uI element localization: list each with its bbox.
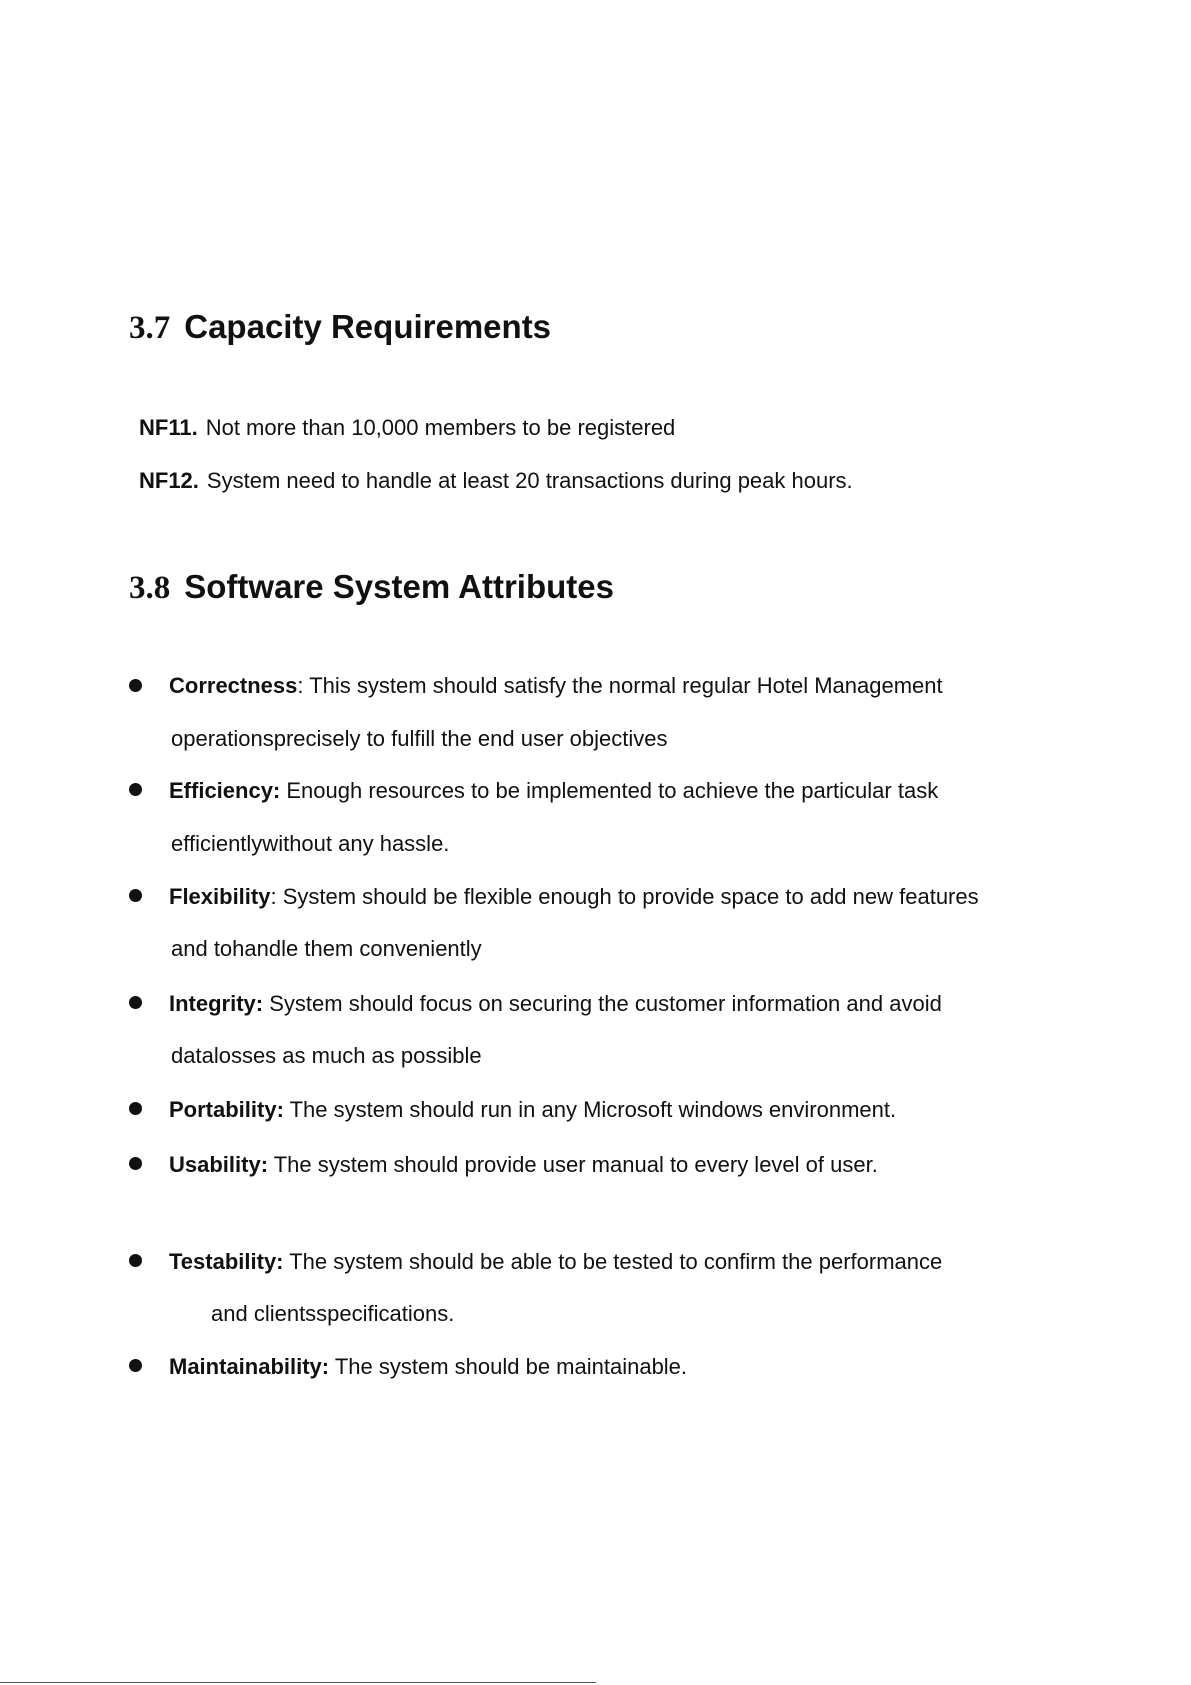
section-title: Software System Attributes — [184, 568, 614, 605]
section-number: 3.7 — [129, 310, 171, 346]
section-number: 3.8 — [129, 570, 171, 606]
section-heading-capacity — [129, 308, 551, 347]
attribute-text: The system should provide user manual to every level of user. — [268, 1152, 878, 1177]
bullet-icon — [129, 996, 142, 1009]
section-title: Capacity Requirements — [184, 308, 552, 345]
attribute-maintainability — [169, 1354, 687, 1380]
attribute-usability — [169, 1152, 878, 1178]
attribute-flexibility-cont: and tohandle them conveniently — [171, 936, 482, 961]
attribute-term: Portability: — [169, 1097, 284, 1122]
attribute-portability — [169, 1097, 896, 1123]
attribute-text: The system should be maintainable. — [329, 1354, 688, 1379]
attribute-correctness-cont: operationsprecisely to fulfill the end user objectives — [171, 726, 668, 751]
attribute-term: Usability: — [169, 1152, 269, 1177]
attribute-flexibility — [169, 884, 979, 910]
attribute-term: Maintainability: — [169, 1354, 330, 1379]
attribute-text: The system should run in any Microsoft windows environment. — [283, 1097, 897, 1122]
requirement-id: NF12. — [139, 468, 199, 493]
bullet-icon — [129, 1102, 142, 1115]
attribute-efficiency-cont: efficientlywithout any hassle. — [171, 831, 450, 856]
bullet-icon — [129, 1359, 142, 1372]
requirement-nf12 — [139, 468, 853, 494]
attribute-efficiency — [169, 778, 938, 804]
attribute-text: This system should satisfy the normal regular Hotel Management — [303, 673, 943, 698]
bullet-icon — [129, 679, 142, 692]
attribute-integrity — [169, 991, 942, 1017]
bullet-icon — [129, 1254, 142, 1267]
attribute-integrity-cont: datalosses as much as possible — [171, 1043, 482, 1068]
attribute-testability — [169, 1249, 942, 1275]
attribute-term: Testability: — [169, 1249, 284, 1274]
attribute-term: Integrity: — [169, 991, 264, 1016]
attribute-text: The system should be able to be tested to confirm the performance — [283, 1249, 943, 1274]
requirement-text: System need to handle at least 20 transactions during peak hours. — [206, 468, 853, 493]
attribute-sep: : — [270, 884, 277, 909]
requirement-nf11 — [139, 415, 675, 441]
attribute-testability-cont: and clientsspecifications. — [211, 1301, 455, 1326]
attribute-term: Efficiency: — [169, 778, 281, 803]
attribute-text: System should focus on securing the customer information and avoid — [263, 991, 942, 1016]
attribute-text: System should be flexible enough to provide space to add new features — [276, 884, 979, 909]
attribute-text: Enough resources to be implemented to achieve the particular task — [280, 778, 939, 803]
bullet-icon — [129, 783, 142, 796]
attribute-term: Correctness — [169, 673, 298, 698]
attribute-correctness — [169, 673, 943, 699]
bullet-icon — [129, 1157, 142, 1170]
attribute-term: Flexibility — [169, 884, 271, 909]
requirement-id: NF11. — [139, 415, 198, 440]
bullet-icon — [129, 889, 142, 902]
footer-rule — [0, 1682, 596, 1683]
requirement-text: Not more than 10,000 members to be registered — [205, 415, 676, 440]
section-heading-attributes — [129, 568, 614, 607]
attribute-sep: : — [297, 673, 304, 698]
